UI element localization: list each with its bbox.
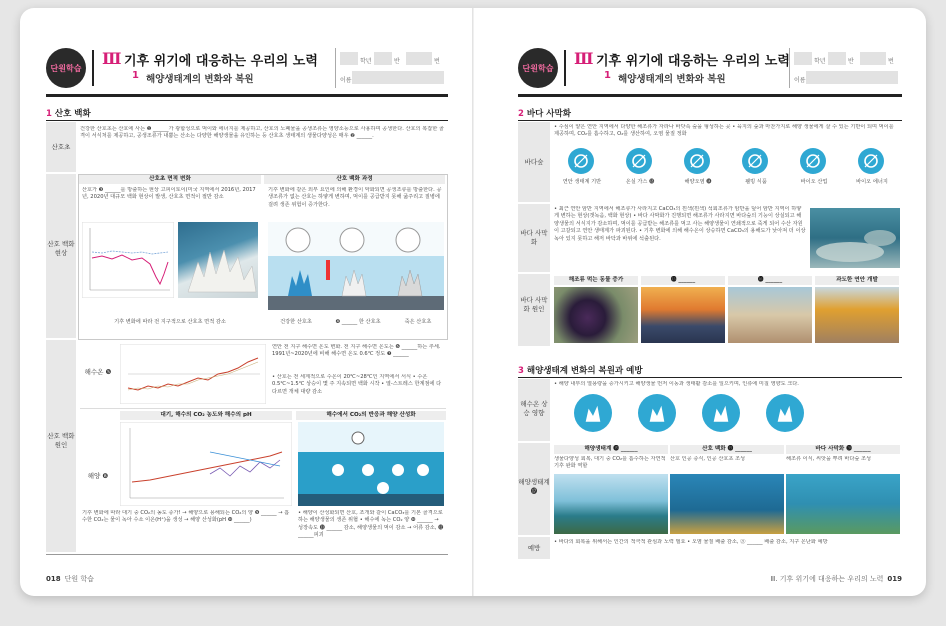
desert-cause-photo [728,287,812,343]
ocean-acid-text-c: 기후 변화에 따라 대기 중 CO₂의 농도 증가! → 해양으로 용해되는 CO₂의 양 ❾ ______ → 흡수한 CO₂는 물이 녹아 수소 이온(H⁺)을 생성 → 해양 산성화(pH ❿ ______) [82,510,290,524]
student-info-fields: 학년 반 번 이름 [335,48,448,88]
restoration-header: 산호 백화 ⓳ ______ [670,445,784,454]
co2-ph-chart [120,422,292,506]
desert-cause-photo [815,287,899,343]
sea-forest-icon-label: 해양오염 ⓮ [684,179,712,185]
section-title: 해양생태계의 변화와 복원 [146,74,254,85]
section-heading-1: 1 산호 백화 [46,109,91,119]
left-page [46,8,448,596]
sea-forest-icon-label: 바이오 에너지 [856,179,888,185]
coral-area-chart [82,222,174,298]
sea-temp-label: 해수온 ❺ [84,368,112,376]
page-header [46,46,448,90]
coral-reef-text: 건강한 산호초는 산호에 사는 ❶ ______가 광합성으로 먹이와 에너지를 제공하고, 산호의 노폐물을 공생조류는 영양소등으로 사용하며 공생한다. 산호의 복잡한 골격이 서식처를 제공하고, 공생조류가 내뿜는 산소는 다양한 해양생물을 유인하는 등 산호초 생태계의 생물다양성은 매우 ❷ ______. [80,126,444,140]
temp-impact-text: • 해양 내부의 열용량을 증가시키고 해양생물 먼저 이동과 생태활 감소를 일으키며, 인류에 미칠 영향도 크다. [554,381,799,387]
coral-area-header: 산호초 면적 변화 [79,175,261,184]
ocean-acid-text-d: • 해양이 산성화되면 산호, 조개와 같이 CaCO₃를 기본 골격으로 하는 해양생물의 생존 위협 • 해수에 녹는 CO₂ 양 ❿ ______ → 성장속도 ⓫ ______ 감소, 해양생물의 먹이 감소 → 어류 감소, ⓬ ______피괴 [298,510,444,539]
bio-energy-icon [858,148,884,174]
sea-forest-text: • 수심이 얕은 연안 지역에서 다양한 해조류가 자라나 바닷속 숲을 형성하는 곳 • 육지의 숲과 마찬가지로 해양 생물에게 살 수 있는 기반이 되며 먹이를 제공하며, CO₂를 흡수하고, O₂를 생산하여, 오염 물질 정화 [554,124,894,138]
page-header [518,46,902,90]
sea-forest-icon-label: 연안 생태계 기반 [562,179,602,185]
restoration-text: 생물다양성 회복, 대기 중 CO₂를 흡수하는 자연적 기후 완화 역할 [554,456,666,470]
unit-title: 기후 위기에 대응하는 우리의 노력 [124,54,318,69]
desertification-photo [810,208,900,268]
sea-forest-icon-label: 온실 가스 ⓭ [625,179,655,185]
bio-industry-icon [800,148,826,174]
name-field[interactable] [806,71,898,84]
unit-logo: 단원학습 [46,48,86,88]
textbook-spread [20,8,926,596]
row-label-bleaching: 산호 백화 현상 [47,240,75,257]
grade-field[interactable] [340,52,358,65]
ship-icon [702,394,740,432]
page-number-left: 018 단원 학습 [46,575,94,583]
bleached-coral-photo [178,222,258,298]
desert-cause-header: 해조류 먹는 동물 증가 [554,276,638,285]
page-number-right: Ⅲ. 기후 위기에 대응하는 우리의 노력 019 [770,575,902,583]
sea-temp-text-a: 연안 전 지구 해수면 온도 변화. 전 지구 해수면 온도는 ❻ ______하는 추세. 1991년~2020년에 비해 해수면 온도 0.6℃ 정도 ❼ ______ [272,344,441,358]
coral-area-text: 산호가 ❸ ______를 방출하는 현상 고피이토이(미국 지역에서 2016년, 2017년, 2020년 대규모 백화 현상이 발생, 산호초 면적이 절반 감소 [82,187,256,201]
prevention-text: • 바다의 회복을 위해서는 인간의 적극적 관심과 노력 필요 • 오염 물질 배출 감소, ㉑ ______ 배출 감소, 지구 온난화 예방 [554,539,828,545]
fish-thermometer-icon [638,394,676,432]
bleaching-process-text: 기후 변화에 같은 외부 요인에 의해 환경이 악화되면 공생조류를 방출한다. 공생조류가 없는 산호는 하얗게 변하며, 먹이를 공급받지 못해 굶주리고 질병에 걸려 생존 위험이 증가한다. [268,187,442,208]
row-label-desertification: 바다 사막화 [520,229,548,246]
name-field[interactable] [352,71,444,84]
row-label-temp-impact: 해수온 상승 영향 [520,400,548,417]
row-label-prevention: 예방 [527,544,541,552]
restoration-text: 산호 인공 증식, 인공 산호초 조성 [670,456,746,462]
row-label-sea-forest: 바다숲 [524,158,544,166]
coral-area-caption: 기후 변화에 따라 전 지구적으로 산호초 면적 감소 [114,319,226,325]
dead-coral-caption: 죽은 산호초 [404,319,432,325]
section-heading-3: 3 해양생태계 변화의 복원과 예방 [518,366,643,376]
coral-icon [574,394,612,432]
restoration-photo [786,474,900,534]
globe-icon [626,148,652,174]
sea-forest-icon-label: 웰빙 식품 [745,179,767,185]
unit-title: 기후 위기에 대응하는 우리의 노력 [596,54,790,69]
sea-temperature-chart [120,344,266,404]
bleaching-process-header: 산호 백화 과정 [264,175,445,184]
bleached-coral-caption: ❹ ______ 한 산호초 [335,319,381,325]
desert-cause-photo [641,287,725,343]
acidification-header: 해수에서 CO₂의 반응과 해양 산성화 [296,411,446,420]
desertification-text: • 최근 연안 암반 지역에서 해조류가 사라지고 CaCO₃의 흰색(흰색) 석회조류가 암반을 덮어 암반 지역이 하얗게 변하는 현상(갯녹음, 백화 현상) • 바다 사막화가 진행되면 해조류가 사라지면 바다숲의 기능이 상실되고 해양생물의 서식지가 감소하며, 먹이를 공급받는 해조류를 먹고 사는 해양생물이 연쇄적으로 죽게 되어 수산 자원이 고갈되고 연안 생태계가 파괴된다. • 기후 변화에 의해 해수온이 상승하면 CaCO₃의 용해도가 낮아져 더 이상 녹아 있지 못하고 해저 바닥과 바위에 석출된다. [554,206,806,242]
right-page [518,8,902,596]
number-field[interactable] [406,52,432,65]
section-number: 1 [604,70,611,81]
section-heading-2: 2 바다 사막화 [518,109,571,119]
page-gutter [472,8,474,596]
bleaching-process-diagram [268,222,444,310]
number-field[interactable] [860,52,886,65]
plate-icon [766,394,804,432]
acidification-diagram [298,422,444,506]
unit-roman: Ⅲ [102,49,122,68]
seaweed-icon [684,148,710,174]
unit-roman: Ⅲ [574,49,594,68]
row-label-desert-causes: 바다 사막화 원인 [520,296,548,313]
co2-ph-header: 대기, 해수의 CO₂ 농도와 해수의 pH [120,411,292,420]
section-title: 해양생태계의 변화와 복원 [618,74,726,85]
restoration-photo [554,474,668,534]
sea-temp-text-b: • 산호는 전 세계적으로 수온이 20℃~28℃인 지역에서 서식 • 수온 0.5℃~1.5℃ 상승이 몇 주 지속되면 백화 시작 • 열-스트레스 한계점에 다다르면 개체 대량 감소 [272,374,442,395]
desert-cause-header: ⓰ ______ [728,276,812,285]
row-label-coral-reef: 산호초 [51,143,71,151]
restoration-photo [670,474,784,534]
class-field[interactable] [828,52,846,65]
ocean-acid-label: 해양 ❽ [87,472,109,480]
row-label-restoration: 해양생태계 ⓱ [518,478,550,495]
grade-field[interactable] [794,52,812,65]
class-field[interactable] [374,52,392,65]
student-info-fields: 학년 반 번 이름 [789,48,902,88]
desert-cause-header: 과도한 연안 개발 [815,276,899,285]
restoration-header: 해양생태계 ⓲ ______ [554,445,668,454]
desert-cause-photo [554,287,638,343]
sea-forest-icon-label: 바이오 산업 [800,179,828,185]
restoration-text: 해조류 이식, 씨앗을 뿌려 바다숲 조성 [786,456,872,462]
section-number: 1 [132,70,139,81]
food-icon [742,148,768,174]
restoration-header: 바다 사막화 ⓴ ______ [786,445,900,454]
unit-logo: 단원학습 [518,48,558,88]
healthy-coral-caption: 건강한 산호초 [280,319,312,325]
desert-cause-header: ⓯ ______ [641,276,725,285]
fish-icon [568,148,594,174]
row-label-causes: 산호 백화 원인 [47,432,75,449]
